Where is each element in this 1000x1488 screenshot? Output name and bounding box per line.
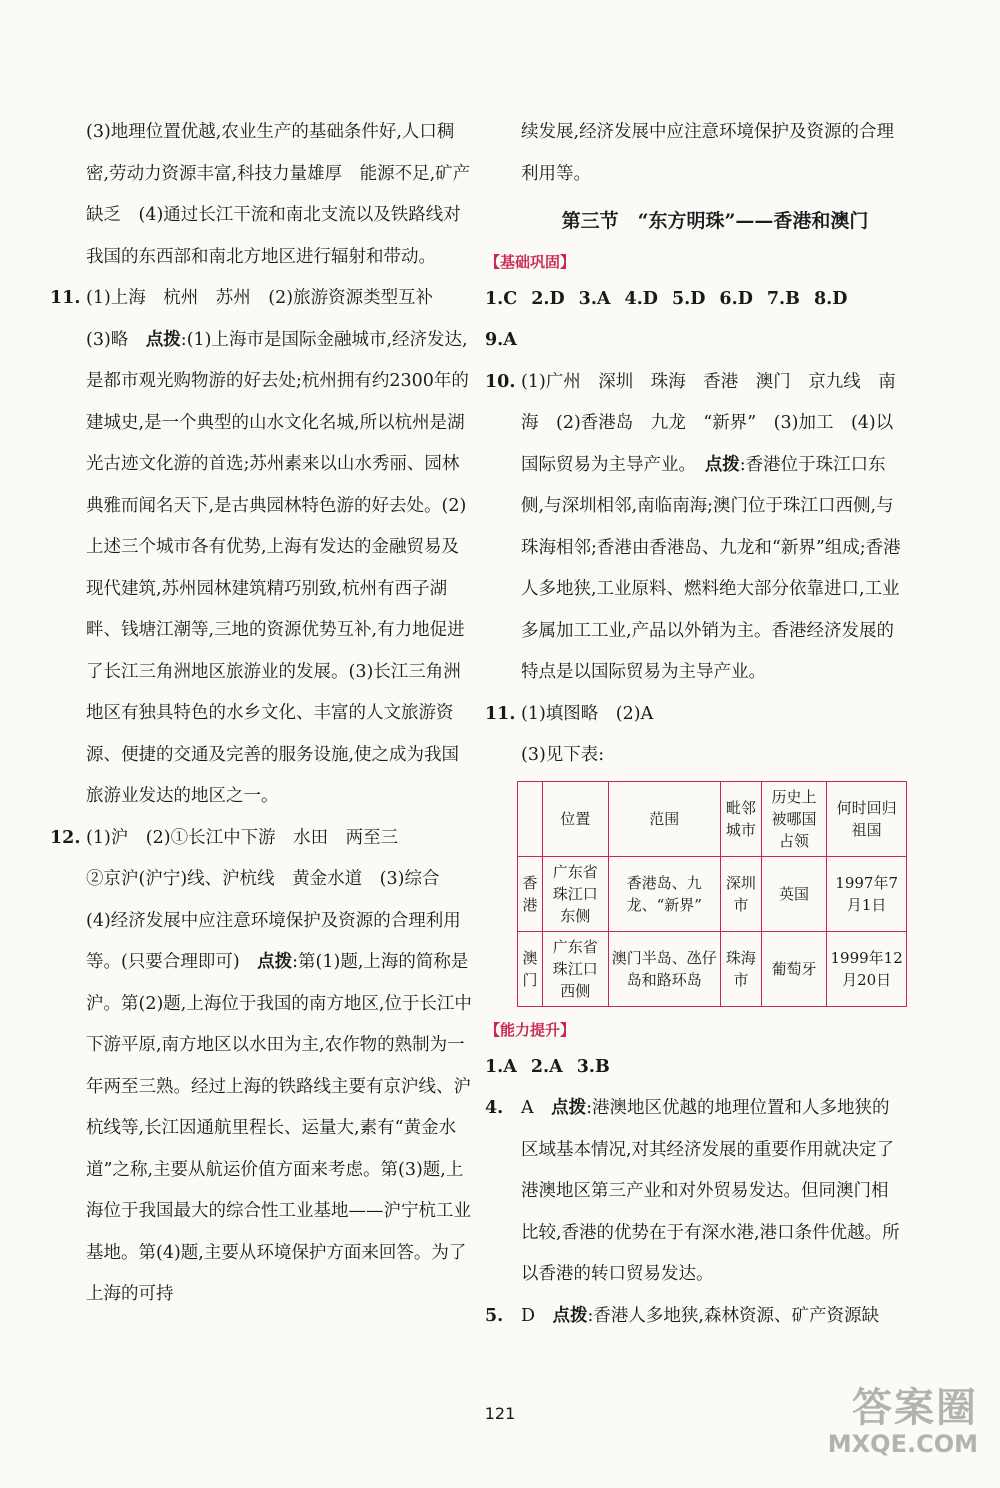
question-12 <box>50 818 475 1316</box>
table-header: 毗邻城市 <box>721 781 762 856</box>
watermark <box>828 1386 978 1458</box>
question-number: 11. <box>485 703 516 724</box>
table-cell: 澳门半岛、氹仔岛和路环岛 <box>608 931 720 1006</box>
question-number: 4. <box>485 1098 504 1118</box>
table-header <box>518 781 543 856</box>
answer-text: (1)沪 (2)①长江中下游 水田 两至三 <box>86 827 399 848</box>
table-cell: 1999年12月20日 <box>827 931 907 1006</box>
table-header: 历史上被哪国占领 <box>761 781 827 856</box>
table-cell: 英国 <box>761 856 827 931</box>
table-cell: 广东省珠江口东侧 <box>543 856 609 931</box>
question-number: 10. <box>485 371 516 392</box>
table-cell: 珠海市 <box>721 931 762 1006</box>
section-title: 第三节 “东方明珠”——香港和澳门 <box>561 210 869 232</box>
question-11-left <box>50 278 475 818</box>
tip-label: 点拨 <box>257 952 293 972</box>
tip-label: 点拨 <box>552 1305 588 1326</box>
question-number: 5. <box>485 1305 504 1326</box>
table-cell: 香港 <box>518 856 543 931</box>
tag-basic: 【基础巩固】 <box>485 252 576 271</box>
left-column <box>50 112 475 1316</box>
table-header: 位置 <box>543 781 609 856</box>
table-header-row <box>518 781 907 856</box>
left-para-continuation: (3)地理位置优越,农业生产的基础条件好,人口稠密,劳动力资源丰富,科技力量雄厚 能源不足,矿产缺乏 (4)通过长江干流和南北支流以及铁路线对我国的东西部和南北方地区进行辐射和带动。 <box>86 122 471 267</box>
answer-text: (1)上海 杭州 苏州 (2)旅游资源类型互补 <box>86 288 434 308</box>
right-column <box>485 112 905 1337</box>
watermark-logo: 答案圈 <box>852 1385 978 1431</box>
mcq-answers-basic: 1.C 2.D 3.A 4.D 5.D 6.D 7.B 8.D <box>485 288 848 309</box>
question-11-right <box>485 694 905 777</box>
mcq-answers-ability: 1.A 2.A 3.B <box>485 1056 610 1077</box>
question-5 <box>485 1296 905 1338</box>
table-row <box>518 931 907 1006</box>
answer-explanation: (1)广州 深圳 珠海 香港 澳门 京九线 南海 (2)香港岛 九龙 “新界” (3)加工 (4)以国际贸易为主导产业。 点拨:香港位于珠江口东侧,与深圳相邻,南临南海;澳门位于珠江口西侧,与珠海相邻;香港由香港岛、九龙和“新界”组成;香港人多地狭,工业原料、燃料绝大部分依靠进口,工业多属加工工业,产品以外销为主。香港经济发展的特点是以国际贸易为主导产业。 <box>521 371 901 682</box>
tip-label: 点拨 <box>704 454 740 475</box>
answer-explanation: (3)略 点拨:(1)上海市是国际金融城市,经济发达,是都市观光购物游的好去处;杭州拥有约2300年的建城史,是一个典型的山水文化名城,所以杭州是湖光古迹文化游的首选;苏州素来以山水秀丽、园林典雅而闻名天下,是古典园林特色游的好去处。(2)上述三个城市各有优势,上海有发达的金融贸易及现代建筑,苏州园林建筑精巧别致,杭州有西子湖畔、钱塘江潮等,三地的资源优势互补,有力地促进了长江三角洲地区旅游业的发展。(3)长江三角洲地区有独具特色的水乡文化、丰富的人文旅游资源、便捷的交通及完善的服务设施,使之成为我国旅游业发达的地区之一。 <box>86 329 469 806</box>
tip-label: 点拨 <box>551 1098 587 1118</box>
table-cell: 葡萄牙 <box>761 931 827 1006</box>
table-cell: 深圳市 <box>721 856 762 931</box>
table-header: 范围 <box>608 781 720 856</box>
answer-explanation: A 点拨:港澳地区优越的地理位置和人多地狭的区域基本情况,对其经济发展的重要作用就决定了港澳地区第三产业和对外贸易发达。但同澳门相比较,香港的优势在于有深水港,港口条件优越。所以香港的转口贸易发达。 <box>521 1098 900 1284</box>
table-cell: 1997年7月1日 <box>827 856 907 931</box>
answer-explanation: D 点拨:香港人多地狭,森林资源、矿产资源缺 <box>521 1305 879 1326</box>
question-10 <box>485 362 905 694</box>
answer-text: ②京沪(沪宁)线、沪杭线 黄金水道 (3)综合 <box>86 869 440 889</box>
question-number: 11. <box>50 288 81 308</box>
table-cell: 澳门 <box>518 931 543 1006</box>
table-cell: 香港岛、九龙、“新界” <box>608 856 720 931</box>
comparison-table <box>517 781 907 1007</box>
table-row <box>518 856 907 931</box>
answer-text: (3)见下表: <box>521 745 605 765</box>
table-header: 何时回归祖国 <box>827 781 907 856</box>
watermark-url: MXQE.COM <box>827 1430 978 1458</box>
right-para-continuation: 续发展,经济发展中应注意环境保护及资源的合理利用等。 <box>521 122 895 184</box>
page-number: 121 <box>484 1404 516 1423</box>
question-number: 12. <box>50 827 81 848</box>
question-4 <box>485 1088 905 1296</box>
tip-label: 点拨 <box>145 329 181 350</box>
answer-9: 9.A <box>485 330 517 350</box>
answer-explanation: (4)经济发展中应注意环境保护及资源的合理利用等。(只要合理即可) 点拨:第(1)题,上海的简称是沪。第(2)题,上海位于我国的南方地区,位于长江中下游平原,南方地区以水田为主,农作物的熟制为一年两至三熟。经过上海的铁路线主要有京沪线、沪杭线等,长江因通航里程长、运量大,素有“黄金水道”之称,主要从航运价值方面来考虑。第(3)题,上海位于我国最大的综合性工业基地——沪宁杭工业基地。第(4)题,主要从环境保护方面来回答。为了上海的可持 <box>86 910 472 1304</box>
table-cell: 广东省珠江口西侧 <box>543 931 609 1006</box>
tag-ability: 【能力提升】 <box>485 1020 576 1039</box>
answer-text: (1)填图略 (2)A <box>521 703 654 724</box>
